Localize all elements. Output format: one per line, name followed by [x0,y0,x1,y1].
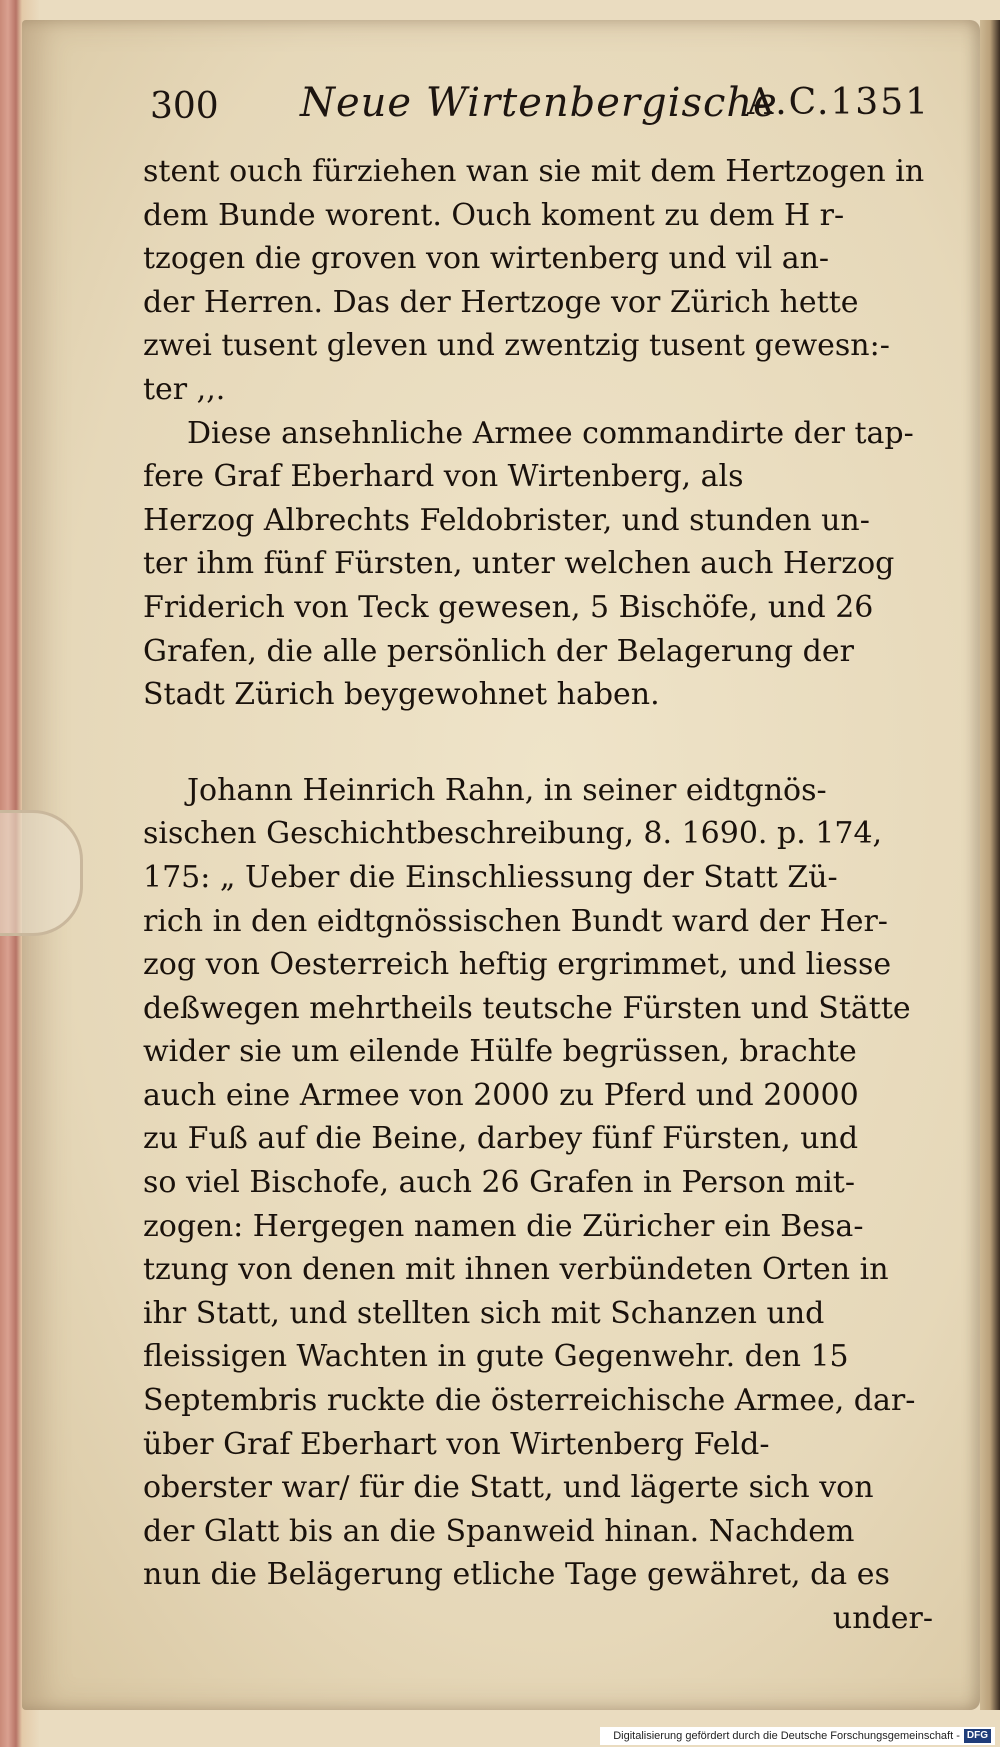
bookmark-clip [0,810,83,936]
catchword: under- [832,1601,933,1636]
text-line: fleissigen Wachten in gute Gegenwehr. den 15 [143,1339,849,1375]
text-line: tzogen die groven von wirtenberg und vil an- [143,241,830,277]
text-line: rich in den eidtgnössischen Bundt ward der Her- [143,903,888,939]
text-line: Johann Heinrich Rahn, in seiner eidtgnös- [187,772,827,808]
text-line: Grafen, die alle persönlich der Belagerung der [143,633,854,669]
credit-text: Digitalisierung gefördert durch die Deutsche Forschungsgemeinschaft - [613,1730,960,1742]
text-line: zwei tusent gleven und zwentzig tusent gewesn:- [143,328,890,364]
paragraph-gap [143,717,943,769]
dfg-logo-icon: DFG [964,1729,991,1743]
body-text [143,150,943,1641]
text-line: Herzog Albrechts Feldobrister, und stunden un- [143,502,870,538]
text-line: wider sie um eilende Hülfe begrüssen, brachte [143,1034,857,1070]
text-line: über Graf Eberhart von Wirtenberg Feld- [143,1426,770,1462]
text-line: Septembris ruckte die österreichische Armee, dar- [143,1383,916,1419]
text-line: 175: „ Ueber die Einschliessung der Statt Zü- [143,859,838,895]
paragraph-2 [143,412,943,717]
text-line: auch eine Armee von 2000 zu Pferd und 20000 [143,1077,859,1113]
text-line: stent ouch fürziehen wan sie mit dem Hertzogen in [143,154,925,189]
text-line: ter ihm fünf Fürsten, unter welchen auch Herzog [143,546,895,582]
text-line: Diese ansehnliche Armee commandirte der tap- [187,415,914,451]
text-line: fere Graf Eberhard von Wirtenberg, als [143,459,744,495]
text-line: deßwegen mehrtheils teutsche Fürsten und Stätte [143,990,911,1026]
text-line: ter ,,. [143,371,226,407]
running-title: Neue Wirtenbergische [300,80,778,126]
year-marker: A.C.1351 [747,82,930,123]
text-line: oberster war/ für die Statt, und lägerte sich von [143,1470,874,1506]
digitization-credit [600,1727,995,1745]
text-line: zu Fuß auf die Beine, darbey fünf Fürsten, und [143,1121,859,1157]
text-line: sischen Geschichtbeschreibung, 8. 1690. p. 174, [143,816,883,852]
page-edge [980,20,1000,1710]
text-line: zog von Oesterreich heftig ergrimmet, und liesse [143,947,892,983]
text-line: nun die Belägerung etliche Tage gewähret, da es [143,1557,890,1593]
text-line: der Herren. Das der Hertzoge vor Zürich hette [143,284,859,320]
text-line: so viel Bischofe, auch 26 Grafen in Person mit- [143,1165,855,1201]
paragraph-3 [143,769,943,1597]
text-line: Friderich von Teck gewesen, 5 Bischöfe, und 26 [143,589,874,625]
text-line: dem Bunde worent. Ouch koment zu dem H r- [143,197,845,233]
page-header [150,78,940,128]
text-line: ihr Statt, und stellten sich mit Schanzen und [143,1295,825,1331]
text-line: tzung von denen mit ihnen verbündeten Orten in [143,1252,889,1288]
text-line: zogen: Hergegen namen die Züricher ein Besa- [143,1208,864,1244]
page-number: 300 [150,86,219,127]
text-line: der Glatt bis an die Spanweid hinan. Nachdem [143,1513,855,1549]
text-line: Stadt Zürich beygewohnet haben. [143,677,660,713]
paragraph-1 [143,150,943,412]
